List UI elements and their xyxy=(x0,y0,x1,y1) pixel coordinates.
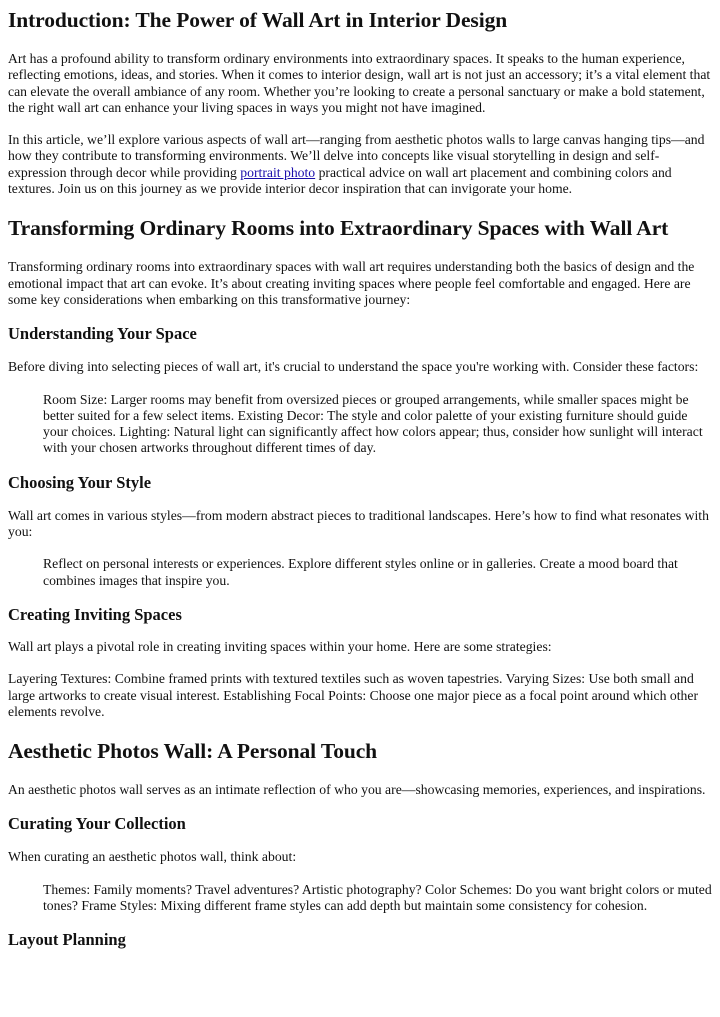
curating-heading: Curating Your Collection xyxy=(8,814,186,834)
transforming-paragraph: Transforming ordinary rooms into extraordinary spaces with wall art requires understanding both the basics of design and the emotional impact that art can evoke. It’s about creating inviting spaces where people feel comfortable and engaged. Here are some key considerations when embarking on this transformative journey: xyxy=(8,259,695,307)
style-heading: Choosing Your Style xyxy=(8,472,152,492)
intro-heading: Introduction: The Power of Wall Art in Interior Design xyxy=(8,8,508,32)
layout-planning-heading: Layout Planning xyxy=(8,930,126,950)
intro-paragraph-2-text-b: practical advice on wall art placement and combining colors and textures. Join us on this journey as we provide interior decor inspiration that can invigorate your home. xyxy=(8,164,672,197)
inviting-paragraph-1: Wall art plays a pivotal role in creating inviting spaces within your home. Here are some strategies: xyxy=(8,638,552,654)
curating-paragraph: When curating an aesthetic photos wall, think about: xyxy=(8,849,297,865)
intro-paragraph-1: Art has a profound ability to transform ordinary environments into extraordinary spaces. It speaks to the human experience, reflecting emotions, ideas, and stories. When it comes to interior design, wall art is not just an accessory; it’s a vital element that can elevate the overall ambiance of any room. Whether you’re looking to create a personal sanctuary or make a bold statement, the right wall art can enhance your living spaces in ways you might not have imagined. xyxy=(8,51,711,115)
understanding-heading: Understanding Your Space xyxy=(8,324,197,344)
style-paragraph: Wall art comes in various styles—from modern abstract pieces to traditional landscapes. Here’s how to find what resonates with you: xyxy=(8,507,709,540)
style-tips: Reflect on personal interests or experiences. Explore different styles online or in galleries. Create a mood board that combines images that inspire you. xyxy=(43,556,678,588)
intro-paragraph-2 xyxy=(8,132,712,197)
aesthetic-heading: Aesthetic Photos Wall: A Personal Touch xyxy=(8,739,378,764)
intro-paragraph-2-text-a: In this article, we’ll explore various aspects of wall art—ranging from aesthetic photos walls to large canvas hanging tips—and how they contribute to transforming environments. We’ll delve into concepts like visual storytelling in design and self-expression through decor while providing xyxy=(8,132,705,180)
understanding-factors: Room Size: Larger rooms may benefit from oversized pieces or grouped arrangements, while smaller spaces might be better suited for a few select items. Existing Decor: The style and color palette of your existing furniture should guide your choices. Lighting: Natural light can significantly affect how colors appear; thus, consider how sunlight will interact with your chosen artworks throughout different times of day. xyxy=(43,391,703,456)
transforming-heading: Transforming Ordinary Rooms into Extraordinary Spaces with Wall Art xyxy=(8,216,669,241)
inviting-heading: Creating Inviting Spaces xyxy=(8,604,182,624)
portrait-photo-link[interactable]: portrait photo xyxy=(240,164,316,180)
aesthetic-paragraph: An aesthetic photos wall serves as an intimate reflection of who you are—showcasing memories, experiences, and inspirations. xyxy=(8,782,706,798)
inviting-paragraph-2: Layering Textures: Combine framed prints with textured textiles such as woven tapestries. Varying Sizes: Use both small and large artworks to create visual interest. Establishing Focal Points: Choose one major piece as a focal point around which other elements revolve. xyxy=(8,671,699,719)
curating-considerations: Themes: Family moments? Travel adventures? Artistic photography? Color Schemes: Do you want bright colors or muted tones? Frame Styles: Mixing different frame styles can add depth but maintain some consistency for cohesion. xyxy=(43,881,712,914)
understanding-paragraph: Before diving into selecting pieces of wall art, it's crucial to understand the space you're working with. Consider these factors: xyxy=(8,359,699,375)
